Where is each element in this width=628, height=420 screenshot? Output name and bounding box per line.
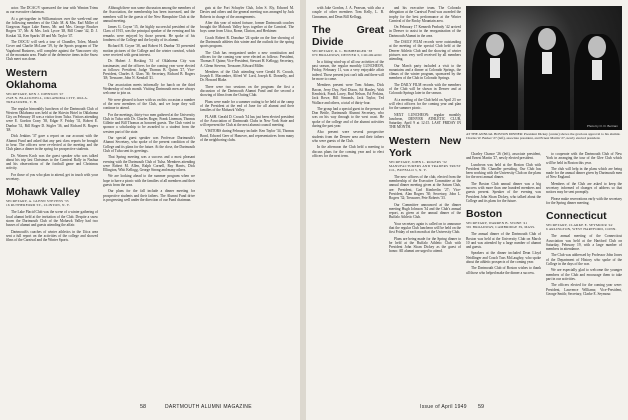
page-gutter	[300, 0, 306, 420]
paragraph: Our plans for the fall include a dinner meeting for prospective students and their fathers. The Alumni Fund drive is progressing well under the direction of our Fund chairman.	[103, 189, 195, 202]
paragraph: Dr. Warren Koch was the guest speaker who was talked about his trip last Christmas to the Carnival Rally in Nashua and his observations of the football game and Christmas activity.	[6, 153, 98, 171]
paragraph: Plans are being made for the Spring dinner to be held at the Buffalo Athletic Club with President John Sloan Dickey as the guest of honor. All alumni are urged to attend.	[389, 236, 461, 254]
paragraph: FLASH. Gerald D. Crouch '34 has just been elected president of the Association of Dartmouth Clubs in New York State and will represent the Club at the next alumni council meeting.	[200, 114, 294, 128]
paragraph: The regular bimonthly luncheon of the Dartmouth Club of Western Oklahoma was held at the Skirvin Hotel in Oklahoma City on February 18 was a visitor from Tulsa. Visitors attending were E. Gordon Crary '38, Edgar F. Friday '31, Robert E. Dunbar '31, Bill Roger D. Stigler '36, and Richard B. Rogers '48.	[6, 106, 98, 133]
paragraph: Coach Robert R. Donahue '24 spoke on the fine showing of the Dartmouth athletes this winter and the outlook for the spring sports program.	[200, 35, 294, 49]
paragraph: Members present were Tom Adams, Dick Bacon, Jerry Day, Ned Dixon, Ed Hanley, Walt Kendrick, Frank Lacey, Bud Nelson, Ed Perkins, Jack Rowe, Bill Simonds, Jack Taylor, Ted Wallace and others, a total of thirty-four.	[312, 83, 384, 105]
paragraph: We are looking ahead to the summer program when we hope to have a picnic with the families of all members and their guests from the area.	[103, 174, 195, 187]
boston-dinner-photo	[466, 6, 622, 130]
paragraph: Luncheon was held at the Boston Club with President Mr. Chandler presiding. Our Club has been working with the University Club on the plans for the next annual dinner.	[466, 162, 541, 180]
section-heading: Western Oklahoma	[6, 66, 57, 91]
photo-credit: Photo by O. D. Bertram	[586, 124, 618, 128]
section-subtitle	[389, 160, 461, 172]
paragraph: The DOC/U will seek a tour of Chandler, Tolen, Mauch Cover and Charlie McLane '39, by the Sports program of The Vagabond Business, will complete against the Vancouver city of the mountain area. Finale of the defensive items in the Snow Club meet was done.	[6, 40, 98, 62]
paragraph: Please make reservations early with the secretary for the Spring dinner meeting.	[546, 196, 622, 205]
left-column-1	[6, 6, 98, 392]
right-column-1	[312, 6, 384, 392]
paragraph: That Spring meeting was a success and a most pleasant evening with the Dartmouth Club of Tulsa. Members attending were Robert M. Allen, Ralph Cornell, Ray Harris, Dick Ellington, Whit Kellogg, George Strong and many others.	[103, 155, 195, 173]
paragraph: The group had a special guest in the person of Don Bettle, Dartmouth Alumni Secretary, who was on his way through to the west coast. He spoke of the college and of the alumni activities during the past year.	[312, 106, 384, 129]
section-heading: The Great Divide	[312, 23, 384, 48]
photo-face	[588, 36, 606, 58]
paragraph: The annual dinner of the Dartmouth Club of Boston was held at the University Club on March 10 and was attended by a large number of alumni and guests.	[466, 232, 541, 250]
paragraph: Richard B. Coyne '38, and Robert H. Dunbar '35 presented motion pictures of the College and the winter carnival, which were received with great interest.	[103, 44, 195, 57]
paragraph: Your secretary again is called on to announce that the regular Club luncheon will be held on the first Friday of each month at the University Club.	[389, 221, 461, 235]
paragraph: The DAILY FILM records were outstanding at the meeting of the special Club held at the Denver Athletic Club and the showing of winter pictures was very well received by all members attending.	[389, 40, 461, 62]
paragraph: At a meeting of the Club held on April 23 we will elect officers for the coming year and plan for the summer picnic.	[389, 97, 461, 111]
secretary-line: SECRETARY, A. GLENN STEVENS '35	[6, 199, 69, 204]
paragraph: In a fitting wind-up of all our activities of the past season, the regular monthly LUNCHEON, Friday, February 11, was a very enjoyable affair indeed. Those present just can't talk and there will be more to come.	[312, 59, 384, 82]
photo-shirt	[592, 60, 602, 80]
section-heading: Connecticut	[546, 210, 607, 223]
paragraph: Members of the Club are asked to keep the secretary informed of changes of address so that notices may be sent promptly.	[546, 181, 622, 195]
address-line: 970 BROADWAY, DENVER 3, COLORADO	[312, 52, 382, 57]
photo-shirt	[542, 52, 552, 74]
address-line: MANUFACTURERS AND TRADERS TRUST CO., BUFFALO 3, N. Y.	[389, 163, 461, 172]
paragraph: The officers elected for the coming year were: President, Lawrence Williams; Vice-President, George Smith; Secretary, Clarke E. Seymour.	[546, 283, 622, 296]
paragraph: actor. The DCAC/V sponsored the tour with Wanton Trims as our executive chairman.	[6, 6, 98, 15]
left-column-2	[103, 6, 195, 392]
photo-shirt	[490, 58, 500, 78]
left-page	[0, 0, 300, 420]
page-number: 58	[140, 404, 147, 410]
paragraph: James G. Coyne '15, the highly successful president of the Class of 1915, was the principal speaker of the evening and his remarks were enjoyed by those present. He spoke of his fondness of the College and the loyalty of its alumni.	[103, 25, 195, 43]
secretary-line: SECRETARY, R. L. BOMBERGER '38	[312, 48, 373, 53]
paragraph: The Dartmouth Club of Boston wishes to thank all those who helped make the dinner a success.	[466, 266, 541, 275]
paragraph: Speakers at the dinner included Dean Lloyd Neidlinger and Coach Tuss McLaughry, who spoke about the athletic prospects of the coming year.	[466, 251, 541, 265]
paragraph: The DAILY FILM records with the members of the Club will be shown in Denver and at Colorado Springs later in the season.	[389, 82, 461, 96]
paragraph: The Boston Club annual dinner was a big success with more than one hundred members and guests present. Speaker of the evening was President John Sloan Dickey, who talked about the College and its plans for the future.	[466, 181, 541, 203]
paragraph: For those of you who plan to attend, get in touch with your secretary.	[6, 172, 98, 182]
address-line: 2528 N. BLACKWELL, OKLAHOMA CITY, OKLA.	[6, 95, 89, 100]
paragraph: There were two sessions on the program: the first a discussion of the Dartmouth Alumni Fund and the second a showing of films from the Outing Club.	[200, 84, 294, 98]
right-column-2	[389, 6, 461, 392]
paragraph: The Lake Placid Club was the scene of a winter gathering of local alumni held at the invitation of the Club. Despite a snow storm the Dartmouth Club of the Mohawk Valley had two busses of alumni and guests attending the affair.	[6, 210, 98, 228]
paragraph: guts at the Fort Schuyler Club, John S. Ely, Edward M. Davies and others and the general meeting was arranged by Jack Roberts in charge of the arrangements.	[200, 6, 294, 19]
paragraph: We were pleased to have with us on this occasion a number of the new members of the Club, and we hope they will continue to attend.	[103, 97, 195, 111]
section-subtitle	[466, 221, 541, 229]
photo-face	[486, 34, 504, 56]
secretary-line: SECRETARY, CLARKE E. SEYMOUR '42	[546, 223, 613, 228]
secretary-line: SECRETARY, KEN J. JOHNSON '47	[6, 91, 64, 96]
section-subtitle	[6, 199, 98, 207]
paragraph: to cooperate with the Dartmouth Club of New York in arranging the tour of the Glee Club which will be held in Boston this year.	[546, 152, 622, 165]
right-column-4	[546, 152, 622, 392]
paragraph: Charley Chance '26 (left), associate president, and Ernest Martin '27, newly elected president.	[466, 152, 541, 161]
paragraph: and his executive team. The Colorado delegation at the Carnival Pond was awarded the trophy for the best performance at the Winter Carnival of the Rocky Mountain area.	[389, 6, 461, 23]
running-footer: Issue of April 1949	[420, 404, 467, 410]
address-line: 391 BROADWAY, CAMBRIDGE 39, MASS.	[466, 225, 536, 230]
left-column-3	[200, 6, 294, 392]
paragraph: For the meetings, thirty-two men gathered at the University Club in Tulsa with Dr. Charles Roger, Frank Lineman, Thomas Gillette and Bill Thomas as honored guests. The Club voted to sponsor a scholarship to be awarded to a student from the western part of the state.	[103, 112, 195, 134]
paragraph: Dartmouth's coaches of winter athletics in the Utica area sent a full report on the activities of the college and showed films of the Carnival and the Winter Sports.	[6, 229, 98, 243]
paragraph: The annual meeting of the Connecticut Association was held at the Hartford Club on Saturday, February 19, with a large number of members in attendance.	[546, 234, 622, 252]
photo-face	[538, 28, 556, 50]
paragraph: Dick Jenkins '37 gave a report on our account with the Alumni Fund and asked that any past class reports be brought to bear. The officers were re-elected at the meeting and the Club plans a dinner in the spring for prospective students.	[6, 134, 98, 152]
paragraph: Our March party included a visit to the mountains and a dinner at Colorado Springs, the climax of the winter program, sponsored by the members of the Club in Colorado Springs.	[389, 63, 461, 81]
paragraph: The new officers of the club, elected from the membership of the Executive Committee at the annual dinner meeting given at the Saturn Club, are: President, Carl Kimberlin '27; Vice-President, Alan Rogers '30; Secretary, John L. Rogers '32; Treasurer, Pete Roberts '33.	[389, 174, 461, 201]
paragraph: Although there was some discussion among the members of the Association, the membership has been increased, and the members will be the guests of the New Hampshire Club at the annual meeting.	[103, 6, 195, 23]
section-heading: Boston	[466, 208, 503, 221]
running-footer: DARTMOUTH ALUMNI MAGAZINE	[165, 404, 252, 410]
secretary-line: SECRETARY, WARREN B. STONE '41	[466, 221, 528, 226]
address-line: 16 RUTHERFORD ST., CLINTON, N. Y.	[6, 203, 70, 208]
paragraph: Our association meets informally for lunch on the third Wednesday of each month. Visiting Dartmouth men are always welcome to join us.	[103, 82, 195, 96]
section-heading: Western New York	[389, 134, 461, 159]
paragraph: The Club has reorganized under a new constitution and officers for the coming year were elected as follows: President, Thomas F. Quinn; Vice-President, Stewart H. Kellogg; Secretary, A. Glenn Stevens; Treasurer, Edward Miller.	[200, 50, 294, 68]
paragraph: At a get-together in Williamstown over the week-end one the following members of the Club: M. & Mrs. Earl Miller of Gorgeous Sugar Lake Farms, Mr. and Mrs. George Brucker Rogers '37, Mr. & Mrs. Jack Lycoe '48, Bill Crane '42, D. J. Koskat '42, Ken Sparks '48 and Mr. Taylor '47.	[6, 16, 98, 38]
right-column-3	[466, 152, 541, 392]
paragraph: The Club was addressed by Professor John Jones of the Department of History who spoke of the College in the days of the war.	[546, 253, 622, 267]
paragraph: Our Committee announced at the dinner meeting Hugh Johnson '34 and the Club's annual report, as given at the annual dinner of the Buffalo Athletic Club.	[389, 202, 461, 220]
photo-caption: AT THE ANNUAL BOSTON DINNER: President Dickey (center) shows the gracious approval to his alumni. Charles W. Barker '27 (left), associate president, and Ernest Martin '27, newly elected president.	[466, 132, 621, 141]
section-subtitle	[546, 223, 622, 231]
paragraph: Members of the Club attending were Gerald B. Crouch, Joseph E. Macomber, Alfred W. Lord, Joseph K. Donnelly, and Dr. Howard Blake.	[200, 69, 294, 83]
address-line: TREASURER, T. H.	[6, 99, 38, 104]
paragraph: Also present were several prospective students from the Denver area and their fathers who were guests of the Club.	[312, 130, 384, 143]
paragraph: On February 17 Kenneth Peabody '42 arrived in Denver to assist in the reorganization of the Dartmouth Alumni in the area.	[389, 25, 461, 38]
address-line: 6 ARLINGTON, WEST HARTFORD, CONN.	[546, 227, 617, 232]
paragraph: VISITORS during February include: Ken Taylor '34, Thomas Bond, Edward Geer of Hanover, and representatives from many of the neighboring clubs.	[200, 129, 294, 143]
paragraph: NEXT LUNCHEON: regular monthly luncheon, DENVER ATHLETIC CLUB, Saturday, April 9 at 12:15. LAST FRIDAY IN THE MONTH.	[389, 112, 461, 130]
paragraph: After this year of mixed fortune, former Dartmouth coaches brought the Mohawk Valley boys together at the Carnival. The boys came from Utica, Rome, Clinton, and Herkimer.	[200, 20, 294, 34]
page-number: 59	[478, 404, 485, 410]
paragraph: In the afternoon the Club held a meeting to discuss plans for the coming year and to elect officers for the next term.	[312, 145, 384, 158]
paragraph: The club will help in the plans which are being made for the annual dinner given by Dartmouth men of New England.	[546, 166, 622, 180]
paragraph: Plans were made for a summer outing to be held at the camp of the President at the end of June for all alumni and their families of the Mohawk Valley.	[200, 99, 294, 113]
paragraph: Our special guest speaker was Professor Dartmouth's Alumni Secretary, who spoke of the present condition of the College and its plans for the future. At the close, the Dartmouth Club of Tulsa sent its greetings.	[103, 136, 195, 153]
paragraph: Dr. Hubert J. Hosking '31 of Oklahoma City was toastmaster, and the officers for the coming year were elected as follows: President, Judge Thomas B. Quinn '27, Vice-President, Charles A. Glass '36; Secretary, Richard B. Rogers '48; Treasurer, John N. Kendall '41.	[103, 59, 195, 81]
paragraph: with Jake Gordon, J. A. Pearson, with also a couple of other members Tom Kelly, L. B. Cinnamon, and Dean Bill Kellogg.	[312, 6, 384, 19]
paragraph: We are especially glad to welcome the younger members of the Club and encourage them to take part in our activities.	[546, 268, 622, 281]
section-heading: Mohawk Valley	[6, 186, 81, 199]
secretary-line: SECRETARY, JOHN L. ROGERS '32	[389, 159, 447, 164]
section-subtitle	[312, 49, 384, 57]
section-subtitle	[6, 92, 98, 104]
